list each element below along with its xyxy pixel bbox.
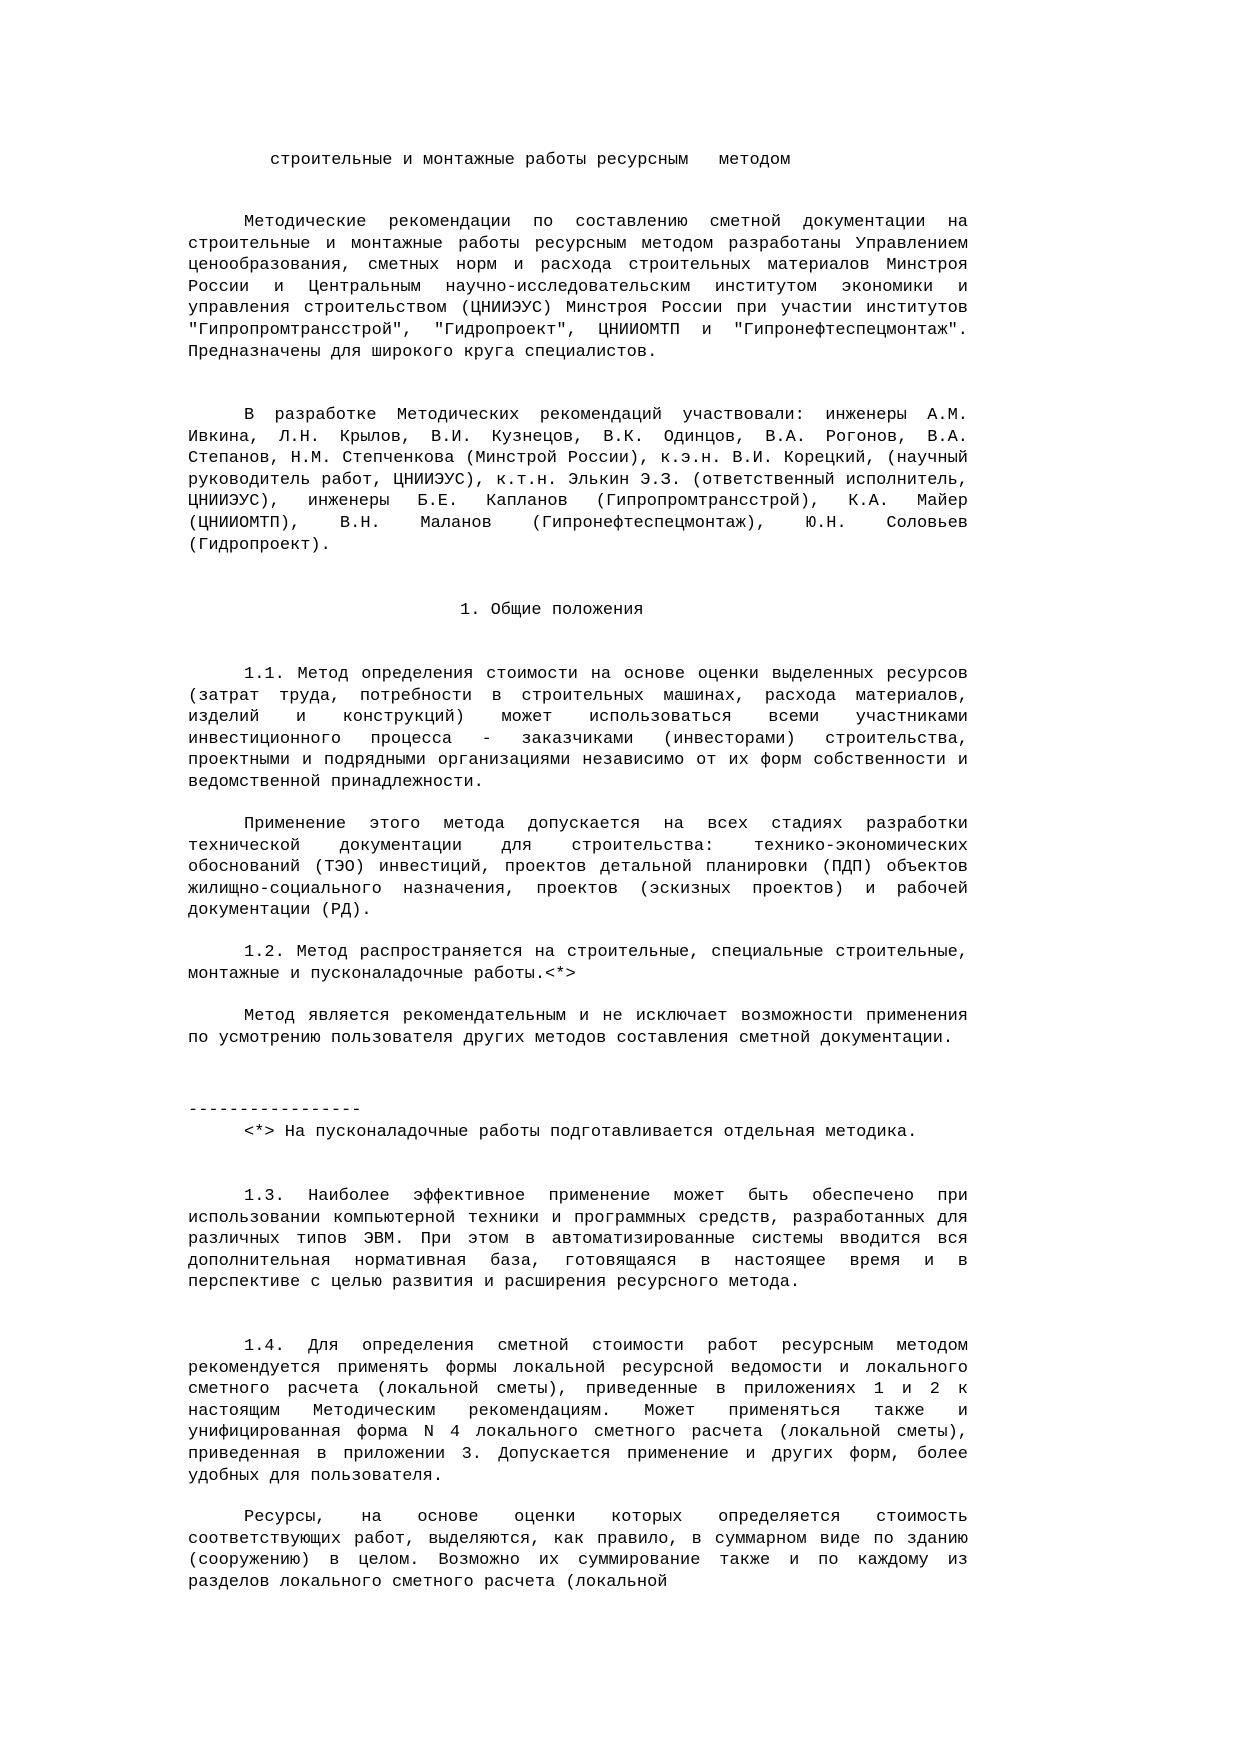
section-paragraph-application: Применение этого метода допускается на всех стадиях разработки технической документации для строительства: технико-экономических обоснований (ТЭО) инвестиций, проектов детальной планировки (ПДП) объектов жилищно-социального назначения, проектов (эскизных проектов) и рабочей документации (РД). <box>188 815 968 921</box>
section-heading: 1. Общие положения <box>460 601 644 620</box>
paragraph-resources: Ресурсы, на основе оценки которых определяется стоимость соответствующих работ, выделяются, как правило, в суммарном виде по зданию (сооружению) в целом. Возможно их суммирование также и по каждому из разделов локального сметного расчета (локальной <box>188 1508 968 1592</box>
footnote: <*> На пусконаладочные работы подготавливается отдельная методика. <box>244 1123 918 1142</box>
paragraph-1-4: 1.4. Для определения сметной стоимости работ ресурсным методом рекомендуется применять формы локальной ресурсной ведомости и локального сметного расчета (локальной сметы), приведенные в приложениях 1 и 2 к настоящим Методическим рекомендациям. Может применяться также и унифицированная форма N 4 локального сметного расчета (локальной сметы), приведенная в приложении 3. Допускается применение и других форм, более удобных для пользователя. <box>188 1337 968 1486</box>
section-paragraph-1-1: 1.1. Метод определения стоимости на основе оценки выделенных ресурсов (затрат труда, потребности в строительных машинах, расхода материалов, изделий и конструкций) может использоваться всеми участниками инвестиционного процесса - заказчиками (инвесторами) строительства, проектными и подрядными организациями независимо от их форм собственности и ведомственной принадлежности. <box>188 665 968 792</box>
document-title: строительные и монтажные работы ресурсным методом <box>270 151 791 170</box>
footnote-separator: ----------------- <box>188 1101 362 1120</box>
intro-paragraph-1: Методические рекомендации по составлению сметной документации на строительные и монтажные работы ресурсным методом разработаны Управлением ценообразования, сметных норм и расхода строительных материалов Минстроя России и Центральным научно-исследовательским институтом экономики и управления строительством (ЦНИИЭУС) Минстроя России при участии институтов "Гипропромтрансстрой", "Гидропроект", ЦНИИОМТП и "Гипронефтеспецмонтаж". Предназначены для широкого круга специалистов. <box>188 213 968 362</box>
section-paragraph-1-2: 1.2. Метод распространяется на строительные, специальные строительные, монтажные и пусконаладочные работы.<*> <box>188 943 968 984</box>
section-paragraph-recommendation: Метод является рекомендательным и не исключает возможности применения по усмотрению пользователя других методов составления сметной документации. <box>188 1007 968 1048</box>
paragraph-1-3: 1.3. Наиболее эффективное применение может быть обеспечено при использовании компьютерной техники и программных средств, разработанных для различных типов ЭВМ. При этом в автоматизированные системы вводится вся дополнительная нормативная база, готовящаяся в настоящее время и в перспективе с целью развития и расширения ресурсного метода. <box>188 1187 968 1293</box>
intro-paragraph-2: В разработке Методических рекомендаций участвовали: инженеры А.М. Ивкина, Л.Н. Крылов, В.И. Кузнецов, В.К. Одинцов, В.А. Рогонов, В.А. Степанов, Н.М. Степченкова (Минстрой России), к.э.н. В.И. Корецкий, (научный руководитель работ, ЦНИИЭУС), к.т.н. Элькин Э.З. (ответственный исполнитель, ЦНИИЭУС), инженеры Б.Е. Капланов (Гипропромтрансстрой), К.А. Майер (ЦНИИОМТП), В.Н. Маланов (Гипронефтеспецмонтаж), Ю.Н. Соловьев (Гидропроект). <box>188 406 968 555</box>
